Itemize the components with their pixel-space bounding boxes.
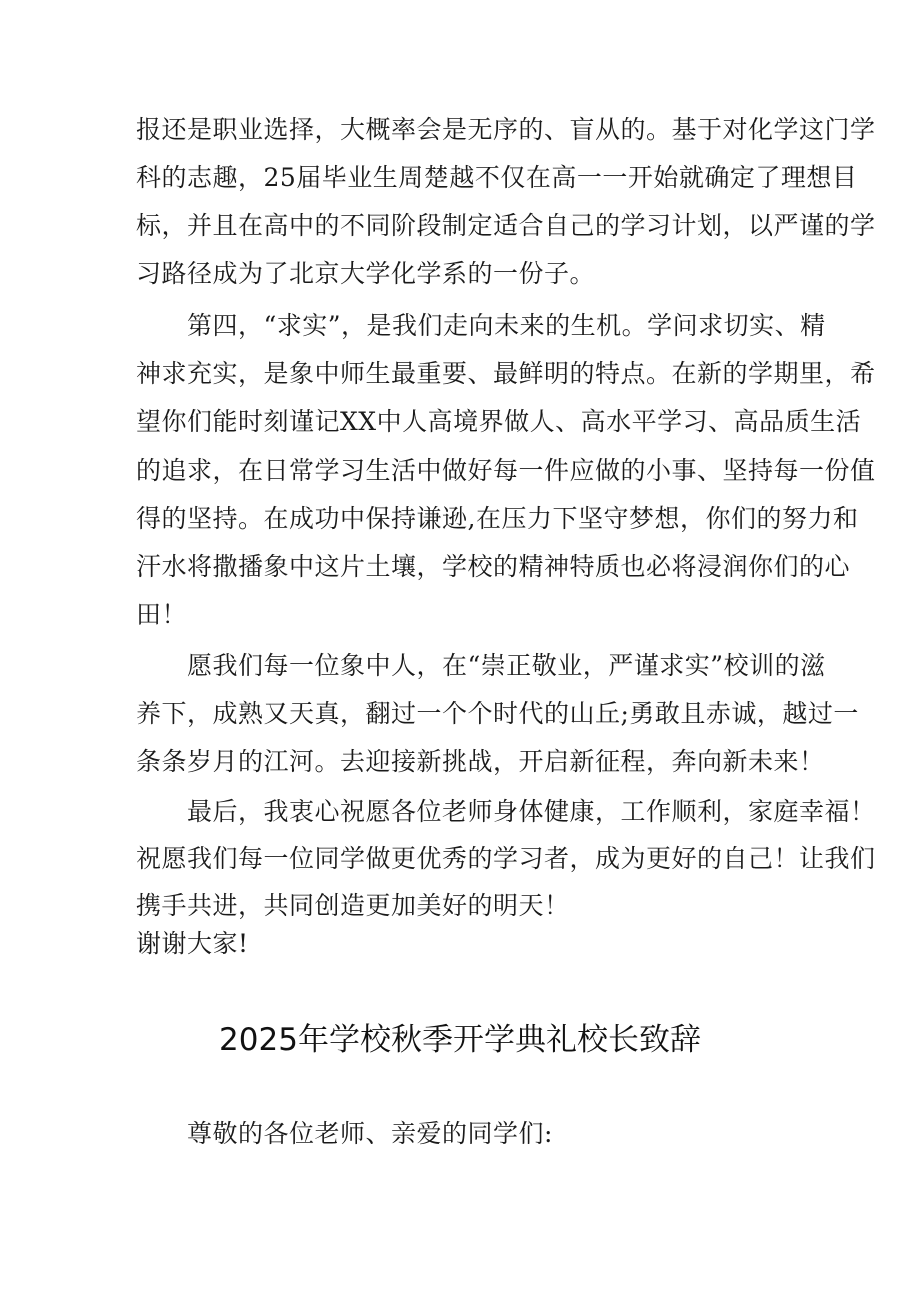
paragraph-3-line-2: 养下，成熟又天真，翻过一个个时代的山丘;勇敢且赤诚，越过一 xyxy=(136,699,859,728)
paragraph-3-line-1: 愿我们每一位象中人，在“崇正敬业，严谨求实”校训的滋 xyxy=(187,651,826,680)
paragraph-2-line-6: 汗水将撒播象中这片土壤，学校的精神特质也必将浸润你们的心 xyxy=(136,552,851,581)
paragraph-2-line-5: 得的坚持。在成功中保持谦逊,在压力下坚守梦想，你们的努力和 xyxy=(136,504,859,533)
page-title: 2025年学校秋季开学典礼校长致辞 xyxy=(219,1022,701,1058)
salutation-line: 尊敬的各位老师、亲爱的同学们: xyxy=(187,1119,553,1148)
paragraph-1-line-1: 报还是职业选择，大概率会是无序的、盲从的。基于对化学这门学 xyxy=(136,115,876,144)
paragraph-2-line-2: 神求充实，是象中师生最重要、最鲜明的特点。在新的学期里，希 xyxy=(136,359,876,388)
paragraph-2-line-7: 田！ xyxy=(136,600,188,629)
paragraph-2-line-4: 的追求，在日常学习生活中做好每一件应做的小事、坚持每一份值 xyxy=(136,456,876,485)
paragraph-4-line-1: 最后，我衷心祝愿各位老师身体健康，工作顺利，家庭幸福！ xyxy=(187,797,876,826)
paragraph-4-line-3: 携手共进，共同创造更加美好的明天！ xyxy=(136,891,570,920)
paragraph-4-line-2: 祝愿我们每一位同学做更优秀的学习者，成为更好的自己！让我们 xyxy=(136,844,876,873)
paragraph-1-line-2: 科的志趣，25届毕业生周楚越不仅在高一一开始就确定了理想目 xyxy=(136,163,858,192)
paragraph-2-line-1: 第四，“求实”，是我们走向未来的生机。学问求切实、精 xyxy=(187,311,826,340)
paragraph-2-line-3: 望你们能时刻谨记XX中人高境界做人、高水平学习、高品质生活 xyxy=(136,407,862,436)
paragraph-3-line-3: 条条岁月的江河。去迎接新挑战，开启新征程，奔向新未来！ xyxy=(136,747,825,776)
paragraph-1-line-4: 习路径成为了北京大学化学系的一份子。 xyxy=(136,259,596,288)
closing-line: 谢谢大家! xyxy=(136,929,249,958)
paragraph-1-line-3: 标，并且在高中的不同阶段制定适合自己的学习计划，以严谨的学 xyxy=(136,211,876,240)
